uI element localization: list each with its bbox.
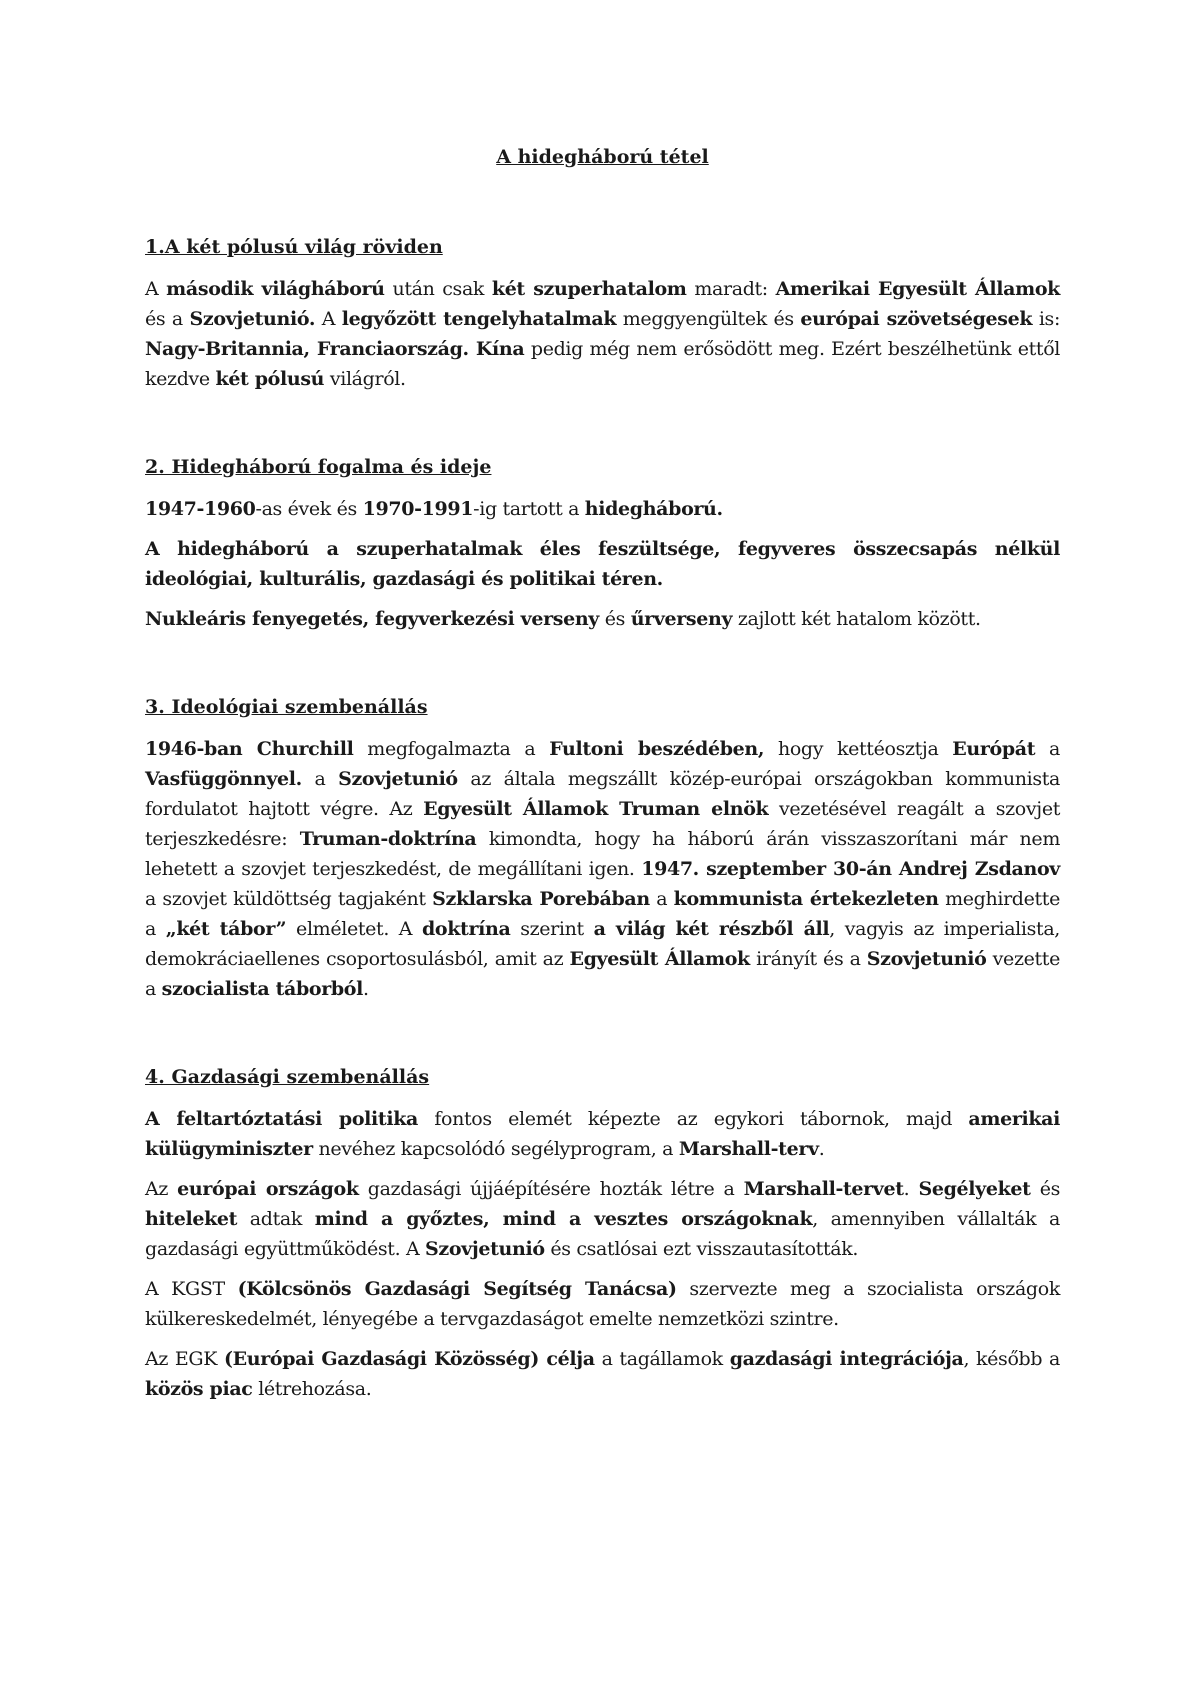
paragraph [145,494,1060,524]
bold-text-run: szocialista táborból [161,978,363,1000]
bold-text-run: két szuperhatalom [491,278,687,300]
bold-text-run: hiteleket [145,1208,238,1230]
text-run: adtak [237,1208,315,1230]
bold-text-run: „két tábor” [165,918,287,940]
bold-text-run: Marshall-tervet [743,1178,904,1200]
bold-text-run: amerikai külügyminiszter [145,1108,1061,1160]
text-run: A [145,278,167,300]
text-run: maradt: [686,278,776,300]
bold-text-run: Szklarska Porebában [432,888,650,910]
text-run: és [599,608,631,630]
text-run: A KGST [145,1278,238,1300]
bold-text-run: közös piac [145,1378,253,1400]
text-run: pedig még nem erősödött meg. Ezért beszélhetünk ettől kezdve [145,338,1061,390]
document-content [145,142,1060,1462]
text-run: . [903,1178,919,1200]
text-run: Az EGK [145,1348,224,1370]
bold-text-run: európai országok [177,1178,359,1200]
text-run: Az [145,1178,178,1200]
paragraph [145,1344,1060,1404]
section-3 [145,692,1060,1004]
paragraph [145,734,1060,1004]
text-run: . [818,1138,825,1160]
text-run: után csak [384,278,492,300]
bold-text-run: Szovjetunió. [189,308,316,330]
text-run: létrehozása. [252,1378,372,1400]
text-run: megfogalmazta a [353,738,550,760]
text-run: vezetésével reagált a szovjet terjeszkedésre: [145,798,1061,850]
text-run: -as évek és [255,498,363,520]
bold-text-run: doktrína [421,918,511,940]
paragraph [145,1104,1060,1164]
text-run: A [315,308,342,330]
section-4 [145,1062,1060,1404]
bold-text-run: Egyesült Államok [569,948,750,970]
bold-text-run: hidegháború. [584,498,723,520]
text-run: fontos elemét képezte az egykori tábornok, majd [417,1108,969,1130]
text-run: a tagállamok [594,1348,730,1370]
text-run: hogy kettéosztja [764,738,953,760]
text-run: , vagyis az imperialista, demokráciaellenes csoportosulásból, amit az [145,918,1060,970]
bold-text-run: a világ két részből áll [593,918,830,940]
text-run: -ig tartott a [473,498,585,520]
text-run: is: [1032,308,1061,330]
text-run: meggyengültek és [616,308,801,330]
text-run: meghirdette a [145,888,1060,940]
paragraph [145,1174,1060,1264]
bold-text-run: kommunista értekezleten [673,888,939,910]
text-run: vezette a [145,948,1060,1000]
bold-text-run: Egyesült Államok Truman elnök [423,798,769,820]
bold-text-run: Amerikai Egyesült Államok [775,278,1060,300]
bold-text-run: gazdasági integrációja [729,1348,964,1370]
bold-text-run: második világháború [166,278,385,300]
text-run: a [1035,738,1061,760]
bold-text-run: 1947. szeptember 30-án Andrej Zsdanov [641,858,1060,880]
bold-text-run: európai szövetségesek [800,308,1033,330]
bold-text-run: Európát [952,738,1036,760]
text-run: szervezte meg a szocialista országok külkereskedelmét, lényegébe a tervgazdaságot emelte nemzetközi szintre. [145,1278,1060,1330]
text-run: gazdasági újjáépítésére hozták létre a [358,1178,744,1200]
bold-text-run: A hidegháború a szuperhatalmak éles feszültsége, fegyveres összecsapás nélkül ideológiai, kulturális, gazdasági és politikai téren. [145,538,1060,590]
bold-text-run: 1947-1960 [145,498,256,520]
bold-text-run: Marshall-terv [678,1138,819,1160]
paragraph [145,274,1060,394]
bold-text-run: mind a győztes, mind a vesztes országoknak [314,1208,813,1230]
text-run: , később a [963,1348,1061,1370]
text-run: és [1030,1178,1060,1200]
bold-text-run: Szovjetunió [338,768,458,790]
bold-text-run: (Európai Gazdasági Közösség) célja [223,1348,595,1370]
bold-text-run: Segélyeket [918,1178,1031,1200]
bold-text-run: Fultoni beszédében, [549,738,765,760]
bold-text-run: legyőzött tengelyhatalmak [341,308,617,330]
bold-text-run: A feltartóztatási politika [145,1108,418,1130]
text-run: az általa megszállt közép-európai országokban kommunista fordulatot hajtott végre. Az [145,768,1060,820]
text-run: irányít és a [749,948,867,970]
paragraph [145,604,1060,634]
bold-text-run: Szovjetunió [425,1238,545,1260]
document-title: A hidegháború tétel [496,146,709,168]
text-run: világról. [324,368,406,390]
bold-text-run: Nukleáris fenyegetés, fegyverkezési verseny [145,608,599,630]
bold-text-run: (Kölcsönös Gazdasági Segítség Tanácsa) [237,1278,677,1300]
bold-text-run: 1970-1991 [362,498,474,520]
text-run: . [363,978,369,1000]
bold-text-run: Nagy-Britannia, Franciaország. Kína [145,338,525,360]
text-run: a szovjet küldöttség tagjaként [145,888,433,910]
text-run: nevéhez kapcsolódó segélyprogram, a [312,1138,679,1160]
text-run: kimondta, hogy ha háború árán visszaszorítani már nem lehetett a szovjet terjeszkedést, de megállítani igen. [145,828,1060,880]
text-run: a [301,768,339,790]
paragraph [145,1274,1060,1334]
text-run: és csatlósai ezt visszautasították. [544,1238,859,1260]
section-heading: 1.A két pólusú világ röviden [145,236,443,258]
document-sections [145,232,1060,1404]
bold-text-run: Vasfüggönnyel. [145,768,302,790]
paragraph [145,534,1060,594]
bold-text-run: Truman-doktrína [299,828,477,850]
text-run: a [649,888,674,910]
section-1 [145,232,1060,394]
section-heading: 2. Hidegháború fogalma és ideje [145,456,492,478]
bold-text-run: Szovjetunió [866,948,987,970]
text-run: szerint [510,918,594,940]
text-run: zajlott két hatalom között. [732,608,981,630]
text-run: elméletet. A [286,918,422,940]
text-run: és a [145,308,190,330]
bold-text-run: űrverseny [630,608,733,630]
bold-text-run: két pólusú [215,368,325,390]
text-run: , amennyiben vállalták a gazdasági együttműködést. A [145,1208,1060,1260]
bold-text-run: 1946-ban Churchill [145,738,354,760]
section-heading: 4. Gazdasági szembenállás [145,1066,430,1088]
section-heading: 3. Ideológiai szembenállás [145,696,428,718]
section-2 [145,452,1060,634]
